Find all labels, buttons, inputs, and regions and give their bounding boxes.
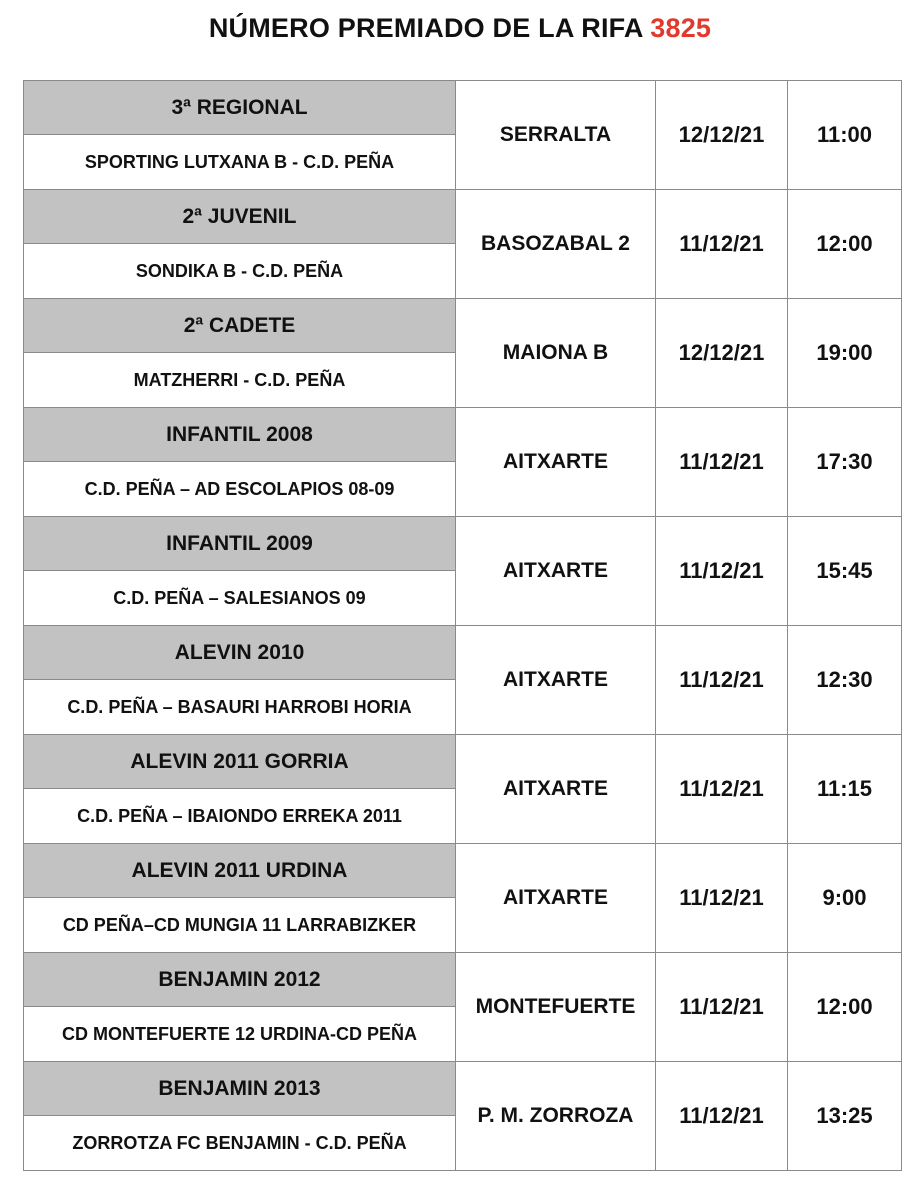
match-cell: C.D. PEÑA – AD ESCOLAPIOS 08-09 <box>24 462 456 517</box>
date-cell: 11/12/21 <box>656 408 788 517</box>
schedule-body <box>24 81 902 1171</box>
date-cell: 11/12/21 <box>656 190 788 299</box>
venue-cell: AITXARTE <box>456 626 656 735</box>
fixture-row <box>24 81 902 135</box>
match-cell: MATZHERRI - C.D. PEÑA <box>24 353 456 408</box>
venue-cell: BASOZABAL 2 <box>456 190 656 299</box>
venue-cell: P. M. ZORROZA <box>456 1062 656 1171</box>
time-cell: 17:30 <box>788 408 902 517</box>
category-cell: INFANTIL 2009 <box>24 517 456 571</box>
date-cell: 11/12/21 <box>656 953 788 1062</box>
date-cell: 12/12/21 <box>656 299 788 408</box>
date-cell: 11/12/21 <box>656 517 788 626</box>
venue-cell: MAIONA B <box>456 299 656 408</box>
category-cell: BENJAMIN 2013 <box>24 1062 456 1116</box>
category-cell: 2ª JUVENIL <box>24 190 456 244</box>
raffle-number: 3825 <box>650 13 712 43</box>
schedule-table <box>23 80 902 1171</box>
time-cell: 13:25 <box>788 1062 902 1171</box>
date-cell: 12/12/21 <box>656 81 788 190</box>
date-cell: 11/12/21 <box>656 626 788 735</box>
category-cell: BENJAMIN 2012 <box>24 953 456 1007</box>
time-cell: 9:00 <box>788 844 902 953</box>
date-cell: 11/12/21 <box>656 735 788 844</box>
venue-cell: AITXARTE <box>456 735 656 844</box>
category-cell: 2ª CADETE <box>24 299 456 353</box>
category-cell: ALEVIN 2011 GORRIA <box>24 735 456 789</box>
category-cell: INFANTIL 2008 <box>24 408 456 462</box>
match-cell: CD PEÑA–CD MUNGIA 11 LARRABIZKER <box>24 898 456 953</box>
date-cell: 11/12/21 <box>656 1062 788 1171</box>
category-cell: ALEVIN 2011 URDINA <box>24 844 456 898</box>
fixture-row <box>24 408 902 462</box>
time-cell: 11:15 <box>788 735 902 844</box>
page-title <box>0 10 920 46</box>
time-cell: 19:00 <box>788 299 902 408</box>
venue-cell: AITXARTE <box>456 517 656 626</box>
fixture-row <box>24 844 902 898</box>
fixture-row <box>24 190 902 244</box>
fixture-row <box>24 735 902 789</box>
match-cell: SONDIKA B - C.D. PEÑA <box>24 244 456 299</box>
venue-cell: SERRALTA <box>456 81 656 190</box>
match-cell: ZORROTZA FC BENJAMIN - C.D. PEÑA <box>24 1116 456 1171</box>
time-cell: 15:45 <box>788 517 902 626</box>
match-cell: CD MONTEFUERTE 12 URDINA-CD PEÑA <box>24 1007 456 1062</box>
fixture-row <box>24 1062 902 1116</box>
fixture-row <box>24 299 902 353</box>
match-cell: C.D. PEÑA – BASAURI HARROBI HORIA <box>24 680 456 735</box>
time-cell: 11:00 <box>788 81 902 190</box>
time-cell: 12:00 <box>788 953 902 1062</box>
fixture-row <box>24 953 902 1007</box>
venue-cell: AITXARTE <box>456 408 656 517</box>
match-cell: C.D. PEÑA – SALESIANOS 09 <box>24 571 456 626</box>
category-cell: ALEVIN 2010 <box>24 626 456 680</box>
fixture-row <box>24 626 902 680</box>
date-cell: 11/12/21 <box>656 844 788 953</box>
title-text: NÚMERO PREMIADO DE LA RIFA <box>208 13 643 43</box>
time-cell: 12:00 <box>788 190 902 299</box>
category-cell: 3ª REGIONAL <box>24 81 456 135</box>
venue-cell: AITXARTE <box>456 844 656 953</box>
match-cell: C.D. PEÑA – IBAIONDO ERREKA 2011 <box>24 789 456 844</box>
venue-cell: MONTEFUERTE <box>456 953 656 1062</box>
time-cell: 12:30 <box>788 626 902 735</box>
match-cell: SPORTING LUTXANA B - C.D. PEÑA <box>24 135 456 190</box>
fixture-row <box>24 517 902 571</box>
